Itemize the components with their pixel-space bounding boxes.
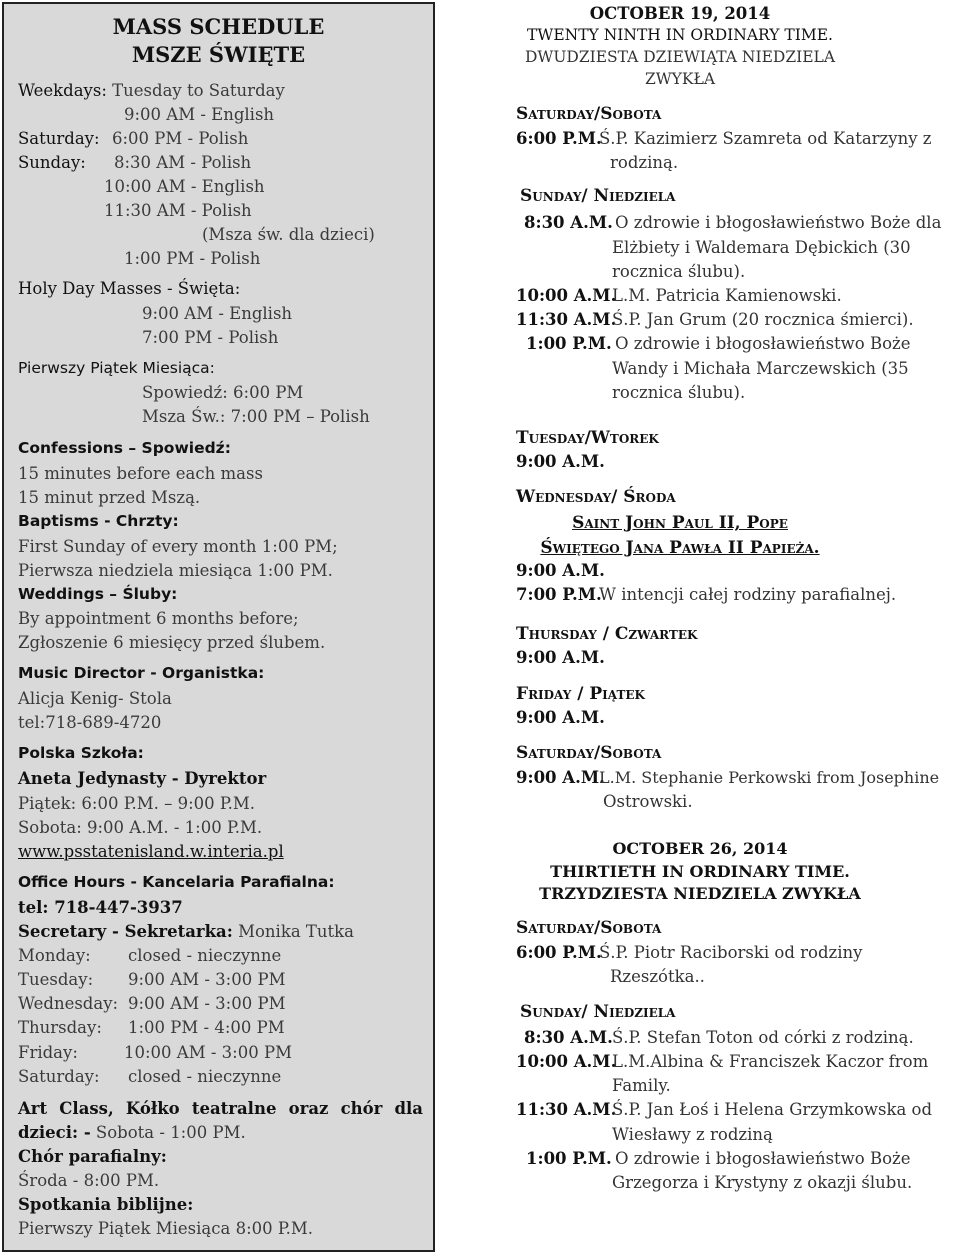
saturday-3-intention-2: Rzeszótka.. (610, 967, 705, 986)
oct19-title-en: TWENTY NINTH IN ORDINARY TIME. (527, 26, 833, 44)
oct26-date: OCTOBER 26, 2014 (612, 839, 788, 858)
baptisms-pl: Pierwsza niedziela miesiąca 1:00 PM. (18, 561, 333, 580)
sunday-2-100-intention-1: O zdrowie i błogosławieństwo Boże (615, 1149, 911, 1168)
sunday-1000-intention: L.M. Patricia Kamienowski. (612, 286, 842, 305)
saturday-3-heading: Saturday/Sobota (516, 918, 662, 938)
sunday-time-2: 10:00 AM - English (104, 177, 265, 196)
wednesday-intention: W intencji całej rodziny parafialnej. (599, 585, 897, 604)
saturday-3-intention-1: Ś.P. Piotr Raciborski od rodziny (599, 943, 863, 962)
thursday-time: 9:00 A.M. (516, 648, 605, 667)
mass-schedule-panel (2, 2, 435, 1252)
weekdays-value: Tuesday to Saturday (112, 81, 285, 100)
first-friday-label: Pierwszy Piątek Miesiąca: (18, 359, 215, 377)
wednesday-saint-pl: Świętego Jana Pawła II Papieża. (540, 538, 820, 558)
office-hours-label: Office Hours - Kancelaria Parafialna: (18, 873, 335, 891)
weddings-en: By appointment 6 months before; (18, 609, 299, 628)
art-class-line: Art Class, Kółko teatralne oraz chór dla (18, 1099, 423, 1118)
saturday-label: Saturday: (18, 129, 100, 148)
sunday-time-1: 8:30 AM - Polish (114, 153, 252, 172)
saturday-time: 6:00 P.M. (516, 129, 602, 148)
art-class-line-2 (18, 1125, 246, 1142)
weekdays-time: 9:00 AM - English (124, 105, 275, 124)
oct19-date: OCTOBER 19, 2014 (589, 4, 771, 23)
friday-time: 9:00 A.M. (516, 708, 605, 727)
music-director-tel: tel:718-689-4720 (18, 713, 162, 732)
schedule-title-pl: MSZE ŚWIĘTE (131, 42, 306, 67)
secretary-line (18, 924, 354, 941)
saturday-2-time: 9:00 A.M. (516, 768, 605, 787)
sunday-time-3: 11:30 AM - Polish (104, 201, 252, 220)
hours-wednesday-day: Wednesday: (18, 994, 119, 1013)
hours-monday-time: closed - nieczynne (128, 946, 282, 965)
music-director-name: Alicja Kenig- Stola (18, 689, 172, 708)
tuesday-time: 9:00 A.M. (516, 452, 605, 471)
sunday-830-intention-1: O zdrowie i błogosławieństwo Boże dla (615, 213, 942, 232)
first-friday-mass: Msza Św.: 7:00 PM – Polish (142, 407, 370, 426)
confessions-label: Confessions – Spowiedź: (18, 439, 231, 457)
school-website-link[interactable]: www.psstatenisland.w.interia.pl (18, 842, 284, 861)
sunday-830-intention-3: rocznica ślubu). (612, 262, 746, 281)
hours-monday-day: Monday: (18, 946, 91, 965)
hours-tuesday-day: Tuesday: (18, 970, 94, 989)
sunday-heading: Sunday/ Niedziela (520, 186, 676, 206)
bible-value: Pierwszy Piątek Miesiąca 8:00 P.M. (18, 1219, 314, 1238)
art-class-value: Sobota - 1:00 PM. (95, 1123, 246, 1142)
hours-thursday-day: Thursday: (18, 1018, 102, 1037)
first-friday-confession: Spowiedź: 6:00 PM (142, 383, 304, 402)
sunday-100-intention-1: O zdrowie i błogosławieństwo Boże (615, 334, 911, 353)
hours-wednesday-time: 9:00 AM - 3:00 PM (128, 994, 286, 1013)
wednesday-heading: Wednesday/ Środa (516, 487, 676, 507)
school-friday: Piątek: 6:00 P.M. – 9:00 P.M. (18, 794, 256, 813)
sunday-100-intention-3: rocznica ślubu). (612, 383, 746, 402)
baptisms-label: Baptisms - Chrzty: (18, 512, 179, 530)
wednesday-time-2: 7:00 P.M. (516, 585, 602, 604)
hours-thursday-time: 1:00 PM - 4:00 PM (128, 1018, 285, 1037)
school-label: Polska Szkoła: (18, 744, 144, 762)
sunday-830-intention-2: Elżbiety i Waldemara Dębickich (30 (612, 238, 911, 257)
choir-label: Chór parafialny: (18, 1147, 167, 1166)
school-director: Aneta Jedynasty - Dyrektor (18, 769, 267, 788)
sunday-time-4: 1:00 PM - Polish (124, 249, 261, 268)
schedule-title-en: MASS SCHEDULE (112, 14, 325, 39)
saturday-2-intention-1: L.M. Stephanie Perkowski from Josephine (599, 768, 940, 787)
weddings-pl: Zgłoszenie 6 miesięcy przed ślubem. (18, 633, 326, 652)
saturday-3-time: 6:00 P.M. (516, 943, 602, 962)
sunday-2-100-time: 1:00 P.M. (526, 1149, 612, 1168)
sunday-1130-intention: Ś.P. Jan Grum (20 rocznica śmierci). (612, 310, 914, 329)
sunday-1000-time: 10:00 A.M. (516, 286, 617, 305)
saturday-value: 6:00 PM - Polish (112, 129, 249, 148)
music-director-label: Music Director - Organistka: (18, 664, 265, 682)
hours-saturday-time: closed - nieczynne (128, 1067, 282, 1086)
saturday-2-intention-2: Ostrowski. (603, 792, 693, 811)
school-saturday: Sobota: 9:00 A.M. - 1:00 P.M. (18, 818, 263, 837)
sunday-2-1000-intention-1: L.M.Albina & Franciszek Kaczor from (612, 1052, 929, 1071)
oct19-title-pl: DWUDZIESTA DZIEWIĄTA NIEDZIELA (524, 48, 836, 66)
sunday-100-time: 1:00 P.M. (526, 334, 612, 353)
sunday-2-1130-time: 11:30 A.M. (516, 1100, 617, 1119)
wednesday-time-1: 9:00 A.M. (516, 561, 605, 580)
sunday-830-time: 8:30 A.M. (524, 213, 613, 232)
holy-day-time-1: 9:00 AM - English (142, 304, 293, 323)
friday-heading: Friday / Piątek (516, 684, 645, 704)
choir-value: Środa - 8:00 PM. (18, 1171, 160, 1190)
sunday-100-intention-2: Wandy i Michała Marczewskich (35 (612, 359, 909, 378)
mass-intentions-column (440, 0, 960, 1258)
saturday-heading: Saturday/Sobota (516, 104, 662, 124)
weekdays-label: Weekdays: Tuesday to Saturday (18, 81, 285, 100)
oct26-title-pl: TRZYDZIESTA NIEDZIELA ZWYKŁA (539, 884, 861, 903)
saturday-intention-1: Ś.P. Kazimierz Szamreta od Katarzyny z (599, 129, 932, 148)
sunday-2-830-time: 8:30 A.M. (524, 1028, 613, 1047)
sunday-2-heading: Sunday/ Niedziela (520, 1002, 676, 1022)
baptisms-en: First Sunday of every month 1:00 PM; (18, 537, 338, 556)
sunday-time-3-note: (Msza św. dla dzieci) (202, 225, 375, 244)
confessions-pl: 15 minut przed Mszą. (18, 488, 201, 507)
sunday-2-1000-intention-2: Family. (612, 1076, 671, 1095)
confessions-en: 15 minutes before each mass (18, 464, 263, 483)
hours-friday-day: Friday: (18, 1043, 78, 1062)
hours-saturday-day: Saturday: (18, 1067, 100, 1086)
sunday-2-100-intention-2: Grzegorza i Krystyny z okazji ślubu. (612, 1173, 913, 1192)
tuesday-heading: Tuesday/Wtorek (516, 428, 659, 448)
holy-day-time-2: 7:00 PM - Polish (142, 328, 279, 347)
sunday-2-830-intention: Ś.P. Stefan Toton od córki z rodziną. (612, 1028, 914, 1047)
bible-label: Spotkania biblijne: (18, 1195, 194, 1214)
hours-friday-time: 10:00 AM - 3:00 PM (124, 1043, 292, 1062)
saturday-2-heading: Saturday/Sobota (516, 743, 662, 763)
sunday-label: Sunday: (18, 153, 86, 172)
oct19-title-pl-2: ZWYKŁA (644, 70, 716, 88)
sunday-2-1130-intention-2: Wiesławy z rodziną (612, 1125, 773, 1144)
weddings-label: Weddings – Śluby: (18, 585, 178, 603)
sunday-2-1000-time: 10:00 A.M. (516, 1052, 617, 1071)
holy-day-label: Holy Day Masses - Święta: (18, 279, 241, 298)
thursday-heading: Thursday / Czwartek (516, 624, 698, 644)
art-class-label: dzieci: - (18, 1123, 91, 1142)
saturday-intention-2: rodziną. (610, 153, 679, 172)
wednesday-saint-en: Saint John Paul II, Pope (572, 513, 788, 533)
hours-tuesday-time: 9:00 AM - 3:00 PM (128, 970, 286, 989)
sunday-1130-time: 11:30 A.M. (516, 310, 617, 329)
secretary-name: Monika Tutka (238, 922, 355, 941)
secretary-label: Secretary - Sekretarka: (18, 922, 233, 941)
office-tel: tel: 718-447-3937 (18, 898, 183, 917)
sunday-2-1130-intention-1: Ś.P. Jan Łoś i Helena Grzymkowska od (612, 1100, 933, 1119)
oct26-title-en: THIRTIETH IN ORDINARY TIME. (550, 862, 850, 881)
